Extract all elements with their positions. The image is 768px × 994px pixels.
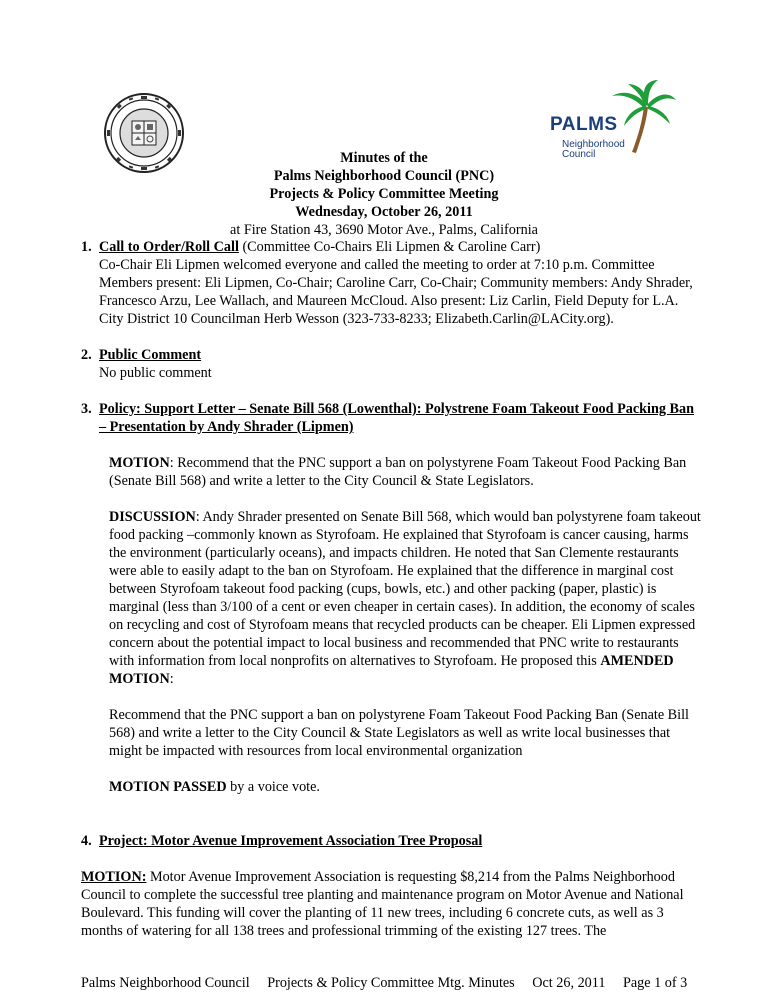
section-3-motion xyxy=(109,454,701,796)
discussion-text: : Andy Shrader presented on Senate Bill 568, which would ban polystyrene foam takeout food packing –commonly known as Styrofoam. He explained that Styrofoam is cancer causing, harms the environment (particularly oceans), and impacts children. He noted that San Clemente restaurants were able to easily adapt to the ban on Styrofoam. He explained that the difference in marginal cost between Styrofoam takeout food packing (cups, bowls, etc.) and other packing (paper, plastic) is marginal (less than 3/100 of a cent or even cheaper in certain cases). In addition, the economy of scales on recycling and cost of Styrofoam means that recycled products can be cheaper. Eli Lipmen expressed concern about the potential impact to local business and recommended that PNC write to restaurants with information from local nonprofits on alternatives to Styrofoam. He proposed this xyxy=(109,509,701,669)
section-4 xyxy=(81,832,701,850)
pnc-logo-word: PALMS xyxy=(550,114,618,135)
motion-label: MOTION xyxy=(109,455,170,471)
section-4-title: Project: Motor Avenue Improvement Association Tree Proposal xyxy=(99,833,483,849)
header-line-3: Projects & Policy Committee Meeting xyxy=(269,186,499,202)
header-line-5: at Fire Station 43, 3690 Motor Ave., Palms, California xyxy=(230,222,538,238)
section-3-number: 3. xyxy=(81,401,92,417)
section-1 xyxy=(81,238,701,328)
minutes-body xyxy=(81,238,701,940)
page-footer xyxy=(81,974,701,992)
amended-motion-text: Recommend that the PNC support a ban on polystyrene Foam Takeout Food Packing Ban (Senate Bill 568) and write a letter to the City Council & State Legislators as well as write local businesses that might be impacted with resources from local environmental organization xyxy=(109,707,689,759)
section-4-number: 4. xyxy=(81,833,92,849)
section-2-title: Public Comment xyxy=(99,347,202,363)
section-2-body: No public comment xyxy=(99,365,212,381)
header-line-1: Minutes of the xyxy=(340,150,428,166)
amended-motion-label: AMENDED MOTION xyxy=(109,653,674,687)
footer-date: Oct 26, 2011 xyxy=(532,975,606,991)
footer-page: Page 1 of 3 xyxy=(622,975,688,991)
section-4-motion-text: Motor Avenue Improvement Association is requesting $8,214 from the Palms Neighborhood Council to complete the successful tree planting and maintenance program on Motor Avenue and National Boulevard. This funding will cover the planting of 11 new trees, including 6 concrete cuts, as well as 3 months of watering for all 138 trees and professional trimming of the existing 127 trees. The xyxy=(81,869,684,939)
footer-org: Palms Neighborhood Council xyxy=(81,975,250,991)
section-4-motion-label: MOTION: xyxy=(81,869,147,885)
section-1-title-suffix: (Committee Co-Chairs Eli Lipmen & Caroline Carr) xyxy=(238,239,541,255)
section-2 xyxy=(81,346,701,382)
motion-passed-label: MOTION PASSED xyxy=(109,779,227,795)
amended-motion-colon: : xyxy=(169,671,174,687)
header-line-4: Wednesday, October 26, 2011 xyxy=(295,204,473,220)
pnc-logo-sub-council: Council xyxy=(562,149,596,160)
discussion-label: DISCUSSION xyxy=(109,509,196,525)
section-3-title: Policy: Support Letter – Senate Bill 568 (Lowenthal): Polystrene Foam Takeout Food Packing Ban – Presentation by Andy Shrader (Lipmen) xyxy=(99,401,694,435)
motion-text: : Recommend that the PNC support a ban on polystyrene Foam Takeout Food Packing Ban (Senate Bill 568) and write a letter to the City Council & State Legislators. xyxy=(109,455,687,489)
document-header xyxy=(0,149,768,239)
section-2-number: 2. xyxy=(81,347,92,363)
section-1-body: Co-Chair Eli Lipmen welcomed everyone and called the meeting to order at 7:10 p.m. Committee Members present: Eli Lipmen, Co-Chair; Caroline Carr, Co-Chair; Community members: Andy Shrader, Francesco Arzu, Lee Wallach, and Maureen McCloud. Also present: Liz Carlin, Field Deputy for L.A. City District 10 Councilman Herb Wesson (323-733-8233; Elizabeth.Carlin@LACity.org). xyxy=(99,257,693,327)
section-4-motion xyxy=(81,868,701,940)
section-1-number: 1. xyxy=(81,239,92,255)
pnc-logo-sub-neighborhood: Neighborhood xyxy=(562,139,625,150)
motion-passed-text: by a voice vote. xyxy=(226,779,320,795)
header-line-2: Palms Neighborhood Council (PNC) xyxy=(273,168,495,184)
section-1-title: Call to Order/Roll Call xyxy=(99,239,239,255)
section-3 xyxy=(81,400,701,436)
footer-doc: Projects & Policy Committee Mtg. Minutes xyxy=(267,975,515,991)
